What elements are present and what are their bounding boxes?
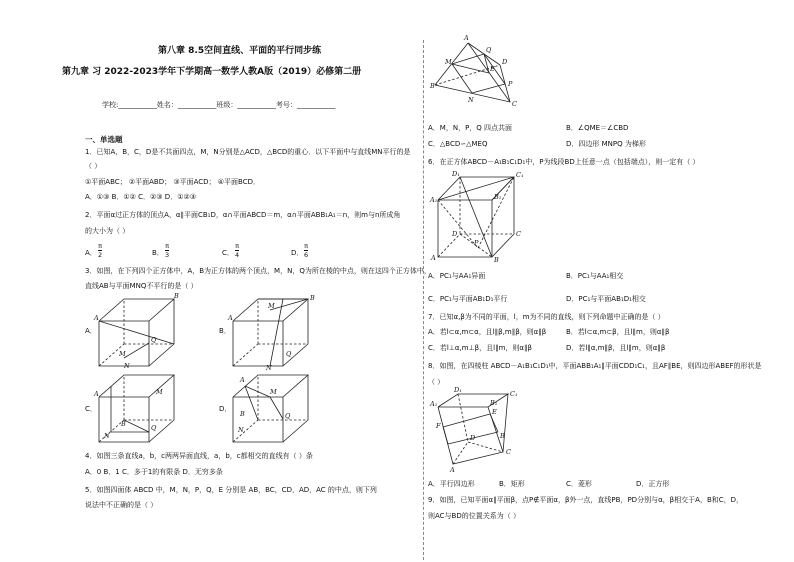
q5-stem: 5．如图四面体 ABCD 中，M，N，P，Q，E 分别是 AB，BC，CD，AD，AC 的中点，则下列: [85, 486, 377, 494]
column-divider: [423, 40, 424, 560]
q2-fraction-c: $\frac{\pi}{4}$: [235, 242, 240, 259]
svg-text:B: B: [430, 82, 435, 90]
svg-text:C: C: [516, 230, 521, 238]
svg-text:B: B: [494, 256, 499, 264]
q7-choice-c: C．若l⊥α,m⊥β，且l∥m，则α∥β: [428, 344, 532, 352]
svg-text:E: E: [490, 65, 495, 73]
q2-stem: 2．平面α过正方体的顶点A，α∥平面CB₁D，α∩平面ABCD＝m，α∩平面ABB₁A₁＝n，则m与n所成角: [85, 211, 401, 219]
q8-choice-a: A．平行四边形: [428, 480, 475, 488]
q5-choice-a: A．M，N，P，Q 四点共面: [428, 124, 513, 132]
svg-text:M: M: [156, 388, 163, 396]
q5-stem-cont: 说法中不正确的是（ ）: [85, 501, 158, 509]
q3-label-a: A．: [85, 327, 97, 335]
svg-text:N: N: [124, 362, 130, 370]
q6-stem: 6．在正方体ABCD－A₁B₁C₁D₁中，P为线段BD上任意一点（包括端点），则一定有（ ）: [428, 158, 700, 166]
q6-choice-b: B．PC₁与AA₁相交: [566, 272, 624, 280]
svg-text:N: N: [104, 432, 110, 440]
svg-text:M: M: [270, 388, 277, 396]
q3-cube-b: [228, 296, 318, 371]
svg-text:N: N: [266, 364, 272, 372]
q2-choice-a: A．: [85, 249, 97, 257]
svg-text:D₁: D₁: [452, 170, 460, 178]
q3-cube-a: [94, 292, 184, 371]
svg-text:F: F: [436, 422, 441, 430]
q2-choice-b: B．: [152, 249, 164, 257]
svg-text:Q: Q: [151, 336, 157, 344]
svg-text:P: P: [508, 80, 513, 88]
svg-text:A: A: [240, 376, 245, 384]
svg-text:A₁: A₁: [430, 400, 438, 408]
svg-text:Q: Q: [286, 350, 292, 358]
svg-text:A: A: [94, 314, 99, 322]
svg-text:A: A: [228, 314, 233, 322]
svg-text:B: B: [174, 292, 179, 300]
q3-label-b: B．: [219, 327, 231, 335]
q4-choices: A．0 B．1 C．多于1的有限条 D．无穷多条: [85, 468, 223, 476]
svg-text:C: C: [512, 100, 517, 108]
q5-choice-c: C．△BCD∽△MEQ: [428, 140, 488, 148]
svg-text:D: D: [452, 230, 458, 238]
svg-text:B: B: [500, 432, 505, 440]
svg-text:A: A: [94, 390, 99, 398]
q3-stem: 3．如图，在下列四个正方体中，A，B为正方体的两个顶点，M，N，Q为所在棱的中点，则在这四个正方体中，: [85, 267, 431, 275]
title-line-1: 第八章 8.5空间直线、平面的平行同步练: [158, 46, 322, 56]
svg-text:A: A: [431, 254, 436, 262]
svg-text:A₁: A₁: [430, 196, 438, 204]
svg-text:N: N: [468, 96, 474, 104]
q8-choice-b: B．矩形: [499, 480, 525, 488]
q6-choice-c: C．PC₁与平面AB₁D₁平行: [428, 295, 508, 303]
svg-text:B: B: [310, 294, 315, 302]
q3-cube-d: [228, 372, 318, 447]
q2-stem-cont: 的大小为（ ）: [85, 227, 130, 235]
q3-label-c: C．: [85, 405, 97, 413]
q5-tetrahedron-figure: [430, 34, 520, 110]
q8-choice-c: C．菱形: [566, 480, 592, 488]
svg-text:M: M: [445, 58, 452, 66]
svg-text:Q: Q: [285, 412, 291, 420]
q2-fraction-d: $\frac{\pi}{6}$: [304, 242, 309, 259]
svg-text:M: M: [268, 302, 275, 310]
q7-choice-b: B．若l⊂α,m⊂β，且l∥m，则α∥β: [566, 328, 670, 336]
q3-cube-c: [94, 372, 184, 447]
svg-text:E: E: [492, 408, 497, 416]
q6-choice-d: D．PC₁与平面AB₁D₁相交: [566, 295, 646, 303]
svg-text:B: B: [121, 420, 126, 428]
q7-stem: 7．已知α,β为不同的平面，l，m为不同的直线，则下列命题中正确的是（ ）: [428, 313, 665, 321]
svg-text:C: C: [506, 448, 511, 456]
q2-choice-d: D．: [291, 249, 304, 257]
svg-text:C₁: C₁: [516, 171, 524, 179]
q8-paren: （ ）: [428, 378, 445, 386]
section-heading: 一、单选题: [85, 135, 123, 144]
svg-text:B₁: B₁: [494, 193, 502, 201]
svg-text:Q: Q: [151, 424, 157, 432]
q5-choice-b: B．∠QME＝∠CBD: [566, 124, 629, 132]
svg-text:D: D: [502, 58, 508, 66]
svg-text:D₁: D₁: [454, 386, 462, 394]
svg-text:B: B: [240, 410, 245, 418]
q1-choices: A．①③ B．①② C．②③ D．①②③: [85, 193, 197, 201]
svg-text:Q: Q: [486, 46, 492, 54]
svg-text:B₁: B₁: [490, 399, 498, 407]
q8-choice-d: D．正方形: [636, 480, 670, 488]
q8-stem: 8．如图，在四棱柱 ABCD－A₁B₁C₁D₁中，平面ABB₁A₁∥平面CDD₁C₁，且AF∥BE，则四边形ABEF的形状是: [428, 362, 762, 370]
q3-label-d: D．: [219, 405, 232, 413]
q1-paren: （ ）: [85, 162, 102, 170]
q9-stem: 9．如图，已知平面α∥平面β，点P∉平面α，β外一点，直线PB，PD分别与α，β相交于A，B和C，D，: [428, 496, 744, 504]
q5-choice-d: D．四边形 MNPQ 为梯形: [566, 140, 646, 148]
svg-text:M: M: [119, 350, 126, 358]
svg-text:A: A: [450, 466, 455, 474]
q2-choice-c: C．: [222, 249, 234, 257]
q4-stem: 4．如图三条直线a，b，c两两异面直线，a，b，c都相交的直线有（ ）条: [85, 452, 313, 460]
q2-fraction-b: $\frac{\pi}{3}$: [165, 242, 170, 259]
q6-cube-figure: [430, 172, 525, 262]
student-info-line: 学校:___________姓名：___________班级：___________考号：___________: [102, 101, 336, 109]
q7-choice-d: D．若l∥α,m∥β，且l∥m，则α∥β: [566, 344, 666, 352]
svg-text:D: D: [470, 434, 476, 442]
q3-stem-cont: 直线AB与平面MNQ不平行的是（ ）: [85, 282, 198, 290]
svg-text:P: P: [474, 239, 479, 247]
q8-prism-figure: [428, 386, 518, 474]
svg-text:N: N: [238, 426, 244, 434]
svg-text:C₁: C₁: [510, 390, 518, 398]
svg-text:A: A: [464, 34, 469, 42]
q2-fraction-a: $\frac{\pi}{2}$: [98, 242, 103, 259]
q7-choice-a: A．若l⊂α,m⊂α，且l∥β,m∥β，则α∥β: [428, 328, 547, 336]
q1-options: ①平面ABC； ②平面ABD； ③平面ACD； ④平面BCD．: [85, 178, 261, 186]
title-line-2: 第九章 习 2022-2023学年下学期高一数学人教A版（2019）必修第二册: [62, 67, 362, 77]
q9-stem-cont: 则AC与BD的位置关系为（ ）: [428, 512, 520, 520]
q6-choice-a: A．PC₁与AA₁异面: [428, 272, 486, 280]
q1-stem: 1．已知A，B，C，D是不共面四点，M，N分别是△ACD，△BCD的重心．以下平面中与直线MN平行的是: [85, 148, 411, 156]
